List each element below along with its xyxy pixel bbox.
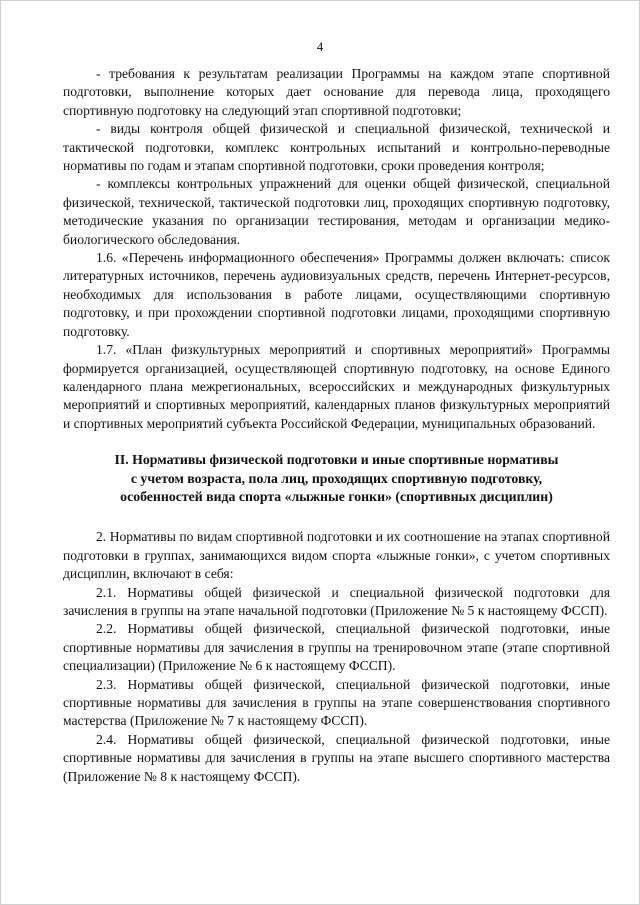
paragraph-control-types: - виды контроля общей физической и специальной физической, технической и тактической подготовки, комплекс контрольных испытаний и контрольно-переводные нормативы по годам и этапам спортивной подготовки, сроки проведения контроля; [63, 121, 610, 174]
document-body [63, 65, 610, 786]
paragraph-control-exercises: - комплексы контрольных упражнений для оценки общей физической, специальной физической, технической, тактической подготовки лиц, проходящих спортивную подготовку, методические указания по организации тестирования, методам и организации медико-биологического обследования. [63, 176, 610, 247]
paragraph-1-7: 1.7. «План физкультурных мероприятий и спортивных мероприятий» Программы формируется организацией, осуществляющей спортивную подготовку, на основе Единого календарного плана межрегиональных, всероссийских и международных физкультурных мероприятий и спортивных мероприятий, календарных планов физкультурных мероприятий и спортивных мероприятий субъекта Российской Федерации, муниципальных образований. [63, 342, 610, 431]
paragraph-2-4: 2.4. Нормативы общей физической, специальной физической подготовки, иные спортивные нормативы для зачисления в группы на этапе высшего спортивного мастерства (Приложение № 8 к настоящему ФССП). [63, 731, 610, 784]
paragraph-2: 2. Нормативы по видам спортивной подготовки и их соотношение на этапах спортивной подготовки в группах, занимающихся видом спорта «лыжные гонки», с учетом спортивных дисциплин, включают в себя: [63, 529, 610, 582]
paragraph-1-6: 1.6. «Перечень информационного обеспечения» Программы должен включать: список литературных источников, перечень аудиовизуальных средств, перечень Интернет-ресурсов, необходимых для использования в работе лицами, осуществляющими спортивную подготовку, и при прохождении спортивной подготовки лицами, проходящими спортивную подготовку. [63, 250, 610, 339]
page-number: 4 [316, 39, 324, 54]
paragraph-requirements: - требования к результатам реализации Программы на каждом этапе спортивной подготовки, выполнение которых дает основание для перевода лица, проходящего спортивную подготовку на следующий этап спортивной подготовки; [63, 66, 610, 118]
section-heading-line: с учетом возраста, пола лиц, проходящих спортивную подготовку, [130, 470, 543, 486]
paragraph-2-2: 2.2. Нормативы общей физической, специальной физической подготовки, иные спортивные нормативы для зачисления в группы на тренировочном этапе (этапе спортивной специализации) (Приложение № 6 к настоящему ФССП). [63, 621, 610, 674]
section-heading-line: особенностей вида спорта «лыжные гонки» (спортивных дисциплин) [120, 488, 553, 504]
paragraph-2-3: 2.3. Нормативы общей физической, специальной физической подготовки, иные спортивные нормативы для зачисления в группы на этапе совершенствования спортивного мастерства (Приложение № 7 к настоящему ФССП). [63, 676, 610, 729]
section-heading-line: II. Нормативы физической подготовки и иные спортивные нормативы [114, 452, 559, 468]
paragraph-2-1: 2.1. Нормативы общей физической и специальной физической подготовки для зачисления в группы на этапе начальной подготовки (Приложение № 5 к настоящему ФССП). [63, 584, 610, 618]
section-heading [63, 451, 610, 506]
